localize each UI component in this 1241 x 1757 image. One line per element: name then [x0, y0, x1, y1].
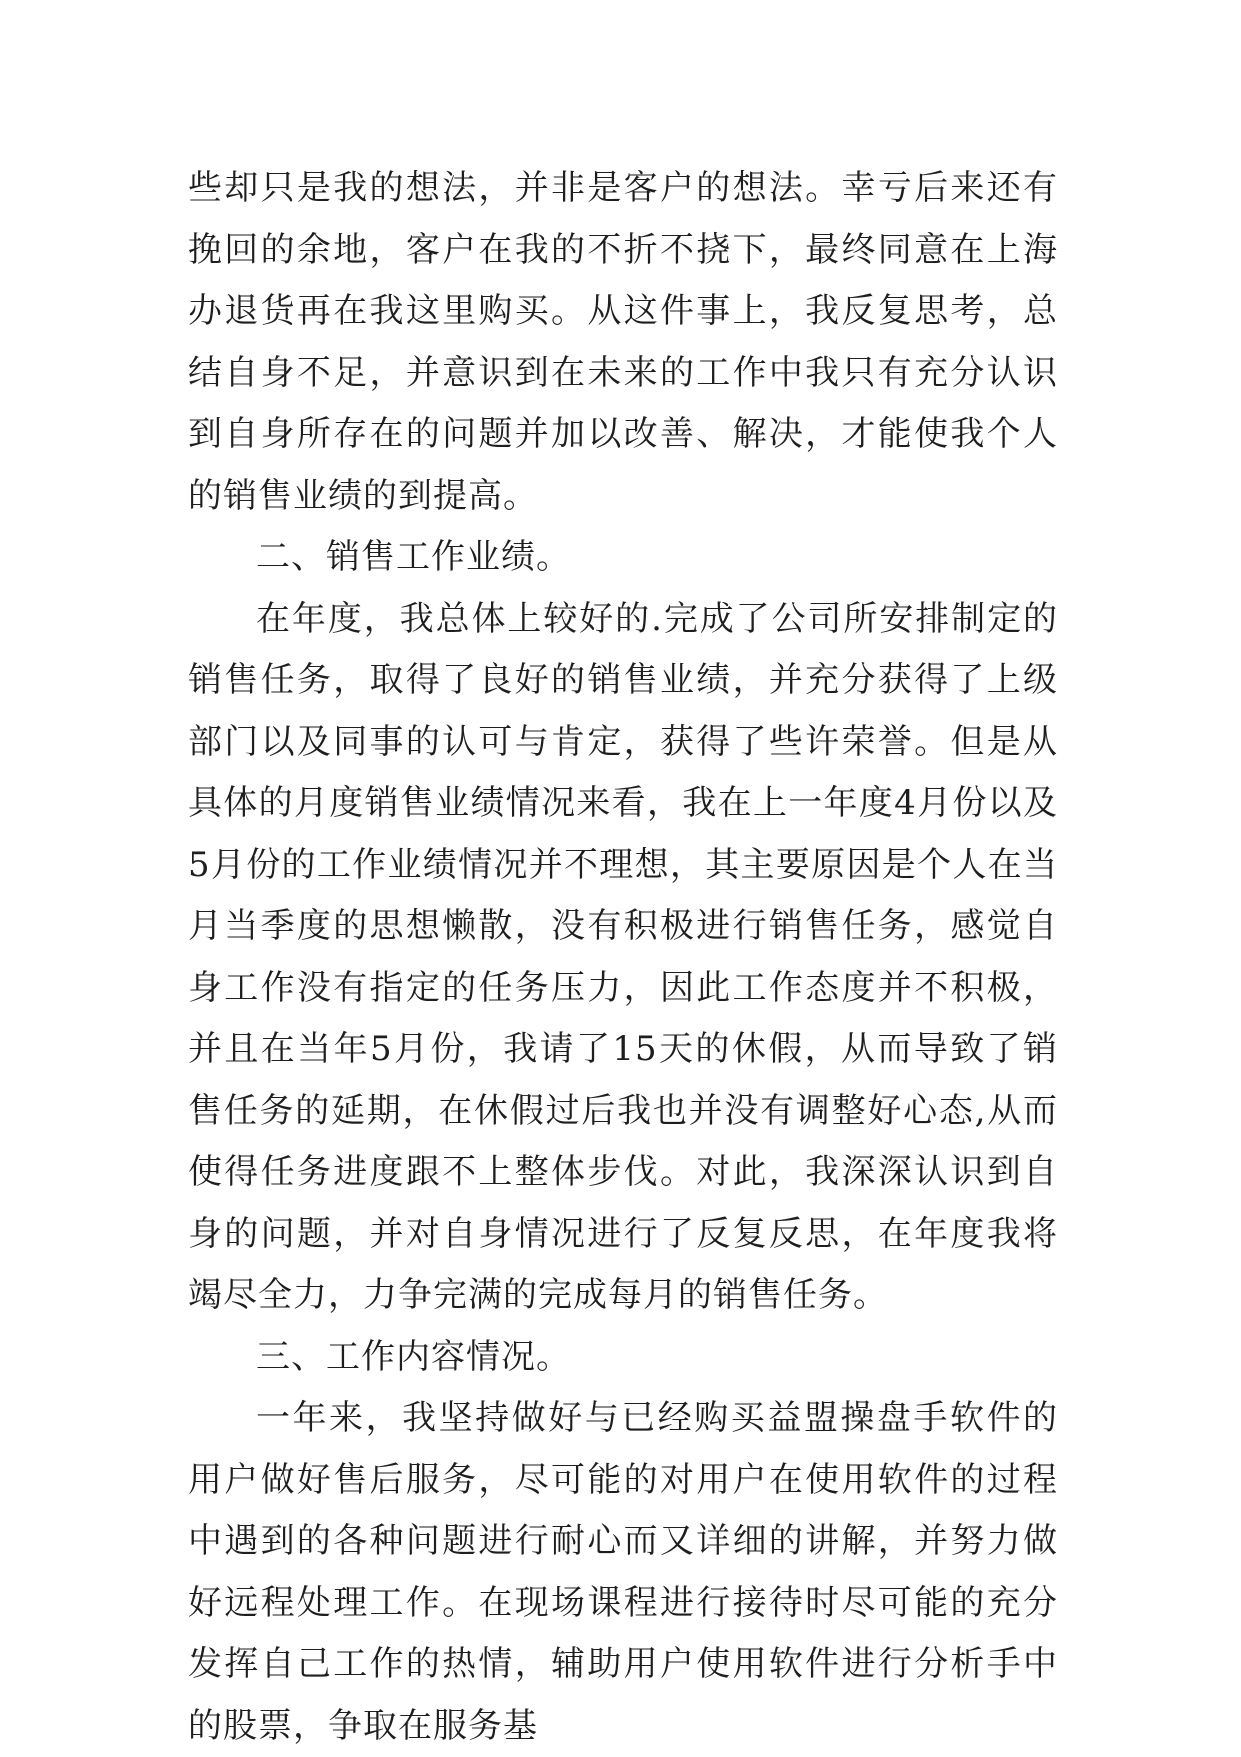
paragraph-work-content: 一年来，我坚持做好与已经购买益盟操盘手软件的用户做好售后服务，尽可能的对用户在使用软件的过程中遇到的各种问题进行耐心而又详细的讲解，并努力做好远程处理工作。在现场课程进行接待时尽可能的充分发挥自己工作的热情，辅助用户使用软件进行分析手中的股票，争取在服务基 — [188, 1398, 1058, 1746]
document-body — [188, 158, 1058, 1757]
section-heading-work-content: 三、工作内容情况。 — [256, 1336, 571, 1377]
paragraph-continuation: 些却只是我的想法，并非是客户的想法。幸亏后来还有挽回的余地，客户在我的不折不挠下，最终同意在上海办退货再在我这里购买。从这件事上，我反复思考，总结自身不足，并意识到在未来的工作中我只有充分认识到自身所存在的问题并加以改善、解决，才能使我个人的销售业绩的到提高。 — [188, 168, 1058, 516]
paragraph-sales-performance: 在年度，我总体上较好的.完成了公司所安排制定的销售任务，取得了良好的销售业绩，并充分获得了上级部门以及同事的认可与肯定，获得了些许荣誉。但是从具体的月度销售业绩情况来看，我在上一年度4月份以及5月份的工作业绩情况并不理想，其主要原因是个人在当月当季度的思想懒散，没有积极进行销售任务，感觉自身工作没有指定的任务压力，因此工作态度并不积极，并且在当年5月份，我请了15天的休假，从而导致了销售任务的延期，在休假过后我也并没有调整好心态,从而使得任务进度跟不上整体步伐。对此，我深深认识到自身的问题，并对自身情况进行了反复反思，在年度我将竭尽全力，力争完满的完成每月的销售任务。 — [188, 598, 1058, 1315]
section-heading-sales-performance: 二、销售工作业绩。 — [256, 537, 571, 577]
